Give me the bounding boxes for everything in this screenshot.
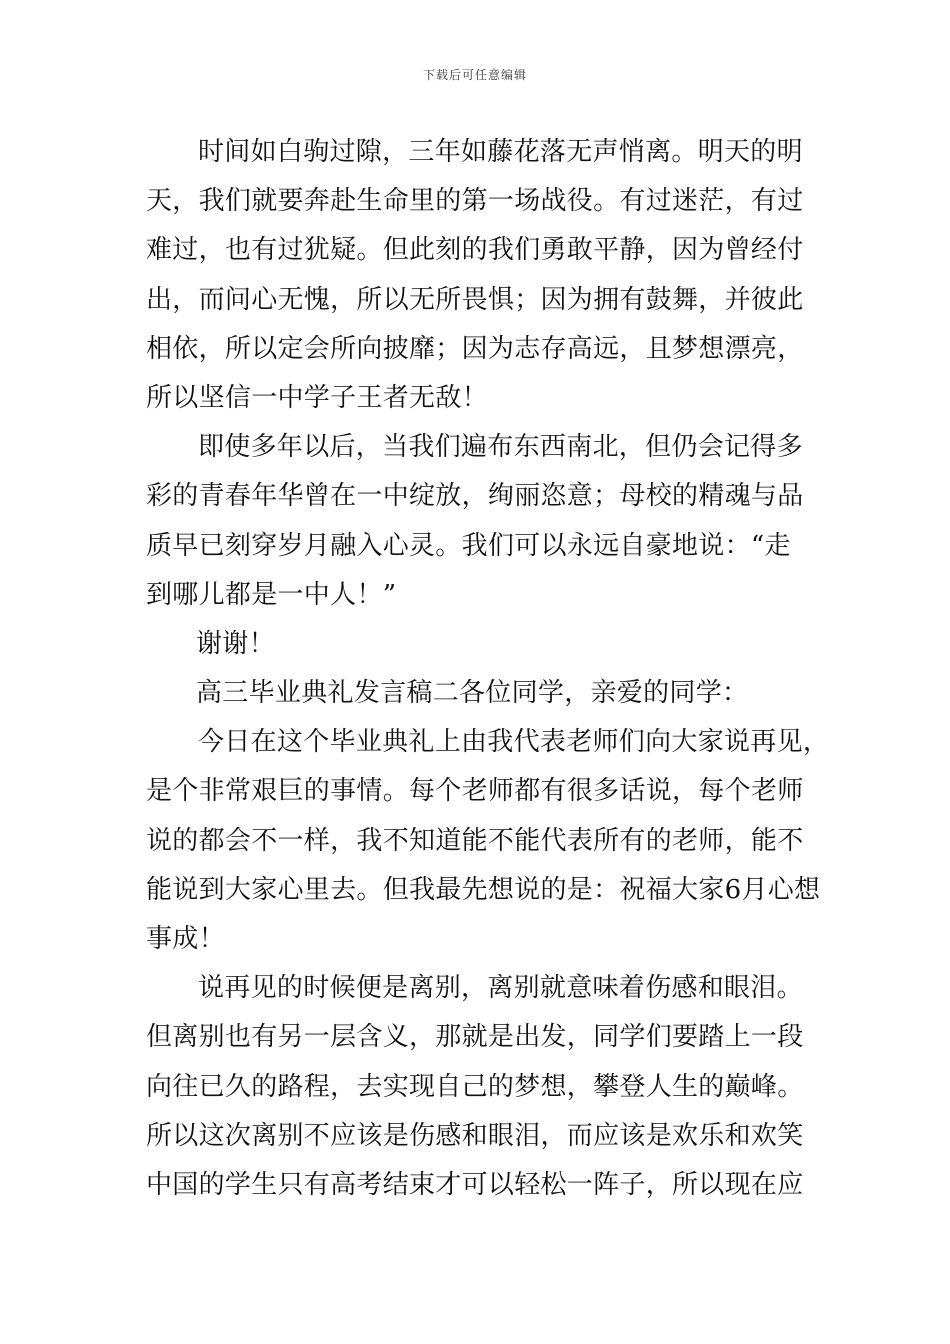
text-line: 到哪儿都是一中人！” (146, 579, 397, 610)
text-line: 时间如白驹过隙，三年如藤花落无声悄离。明天的明 (198, 137, 803, 167)
text-line: 中国的学生只有高考结束才可以轻松一阵子，所以现在应 (146, 1169, 804, 1200)
text-line: 事成！ (146, 924, 225, 954)
text-line: 向往已久的路程，去实现自己的梦想，攀登人生的巅峰。 (146, 1071, 804, 1102)
text-line: 相依，所以定会所向披靡；因为志存高远，且梦想漂亮， (146, 333, 804, 364)
text-line: 谢谢！ (196, 628, 275, 659)
text-line: 是个非常艰巨的事情。每个老师都有很多话说，每个老师 (146, 776, 804, 807)
section-title-line: 高三毕业典礼发言稿二各位同学，亲爱的同学： (196, 678, 749, 709)
text-line: 彩的青春年华曾在一中绽放，绚丽恣意；母校的精魂与品 (146, 481, 804, 512)
text-line: 即使多年以后，当我们遍布东西南北，但仍会记得多 (198, 432, 803, 463)
text-line: 所以这次离别不应该是伤感和眼泪，而应该是欢乐和欢笑 (146, 1120, 804, 1151)
text-line: 难过，也有过犹疑。但此刻的我们勇敢平静，因为曾经付 (146, 235, 804, 266)
text-line: 今日在这个毕业典礼上由我代表老师们向大家说再见， (198, 727, 830, 758)
text-line: 质早已刻穿岁月融入心灵。我们可以永远自豪地说：“走 (146, 530, 791, 561)
document-body (146, 128, 830, 1210)
text-line: 所以坚信一中学子王者无敌！ (146, 382, 488, 413)
text-line: 出，而问心无愧，所以无所畏惧；因为拥有鼓舞，并彼此 (146, 284, 804, 315)
text-line: 天，我们就要奔赴生命里的第一场战役。有过迷茫，有过 (146, 186, 804, 217)
text-line: 说再见的时候便是离别，离别就意味着伤感和眼泪。 (198, 973, 803, 1004)
text-line: 但离别也有另一层含义，那就是出发，同学们要踏上一段 (146, 1022, 804, 1053)
page-header-note: 下载后可任意编辑 (422, 68, 527, 82)
text-line: 说的都会不一样，我不知道能不能代表所有的老师，能不 (146, 825, 804, 856)
text-line: 能说到大家心里去。但我最先想说的是：祝福大家6月心想 (146, 874, 821, 905)
